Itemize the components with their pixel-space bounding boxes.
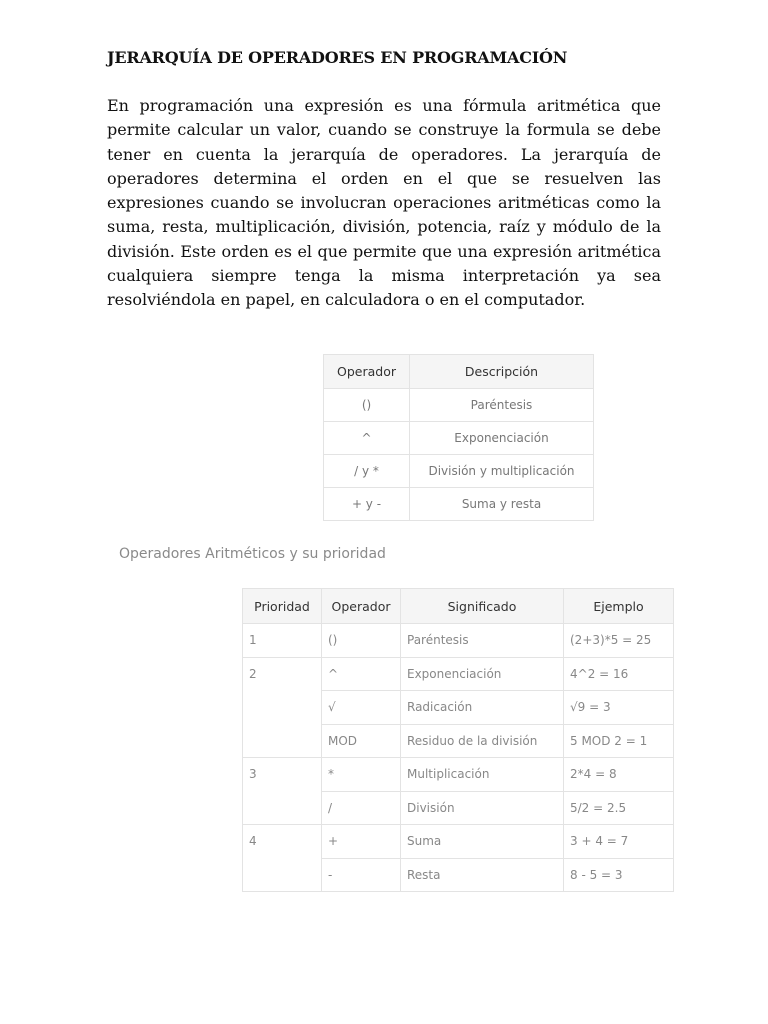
description-cell: División y multiplicación — [410, 455, 594, 488]
column-header-operador: Operador — [322, 589, 401, 624]
column-header-operador: Operador — [324, 355, 410, 389]
table-row — [324, 422, 594, 455]
column-header-significado: Significado — [401, 589, 564, 624]
example-cell: (2+3)*5 = 25 — [564, 624, 674, 658]
operator-cell: ^ — [322, 657, 401, 691]
description-cell: Exponenciación — [410, 422, 594, 455]
example-cell: 5/2 = 2.5 — [564, 791, 674, 825]
table-row — [243, 825, 674, 859]
table-caption: Operadores Aritméticos y su prioridad — [119, 546, 386, 562]
table-row — [324, 389, 594, 422]
priority-cell: 1 — [243, 624, 322, 658]
column-header-ejemplo: Ejemplo — [564, 589, 674, 624]
meaning-cell: Residuo de la división — [401, 724, 564, 758]
table-row — [243, 657, 674, 691]
operator-cell: / — [322, 791, 401, 825]
priority-cell: 4 — [243, 825, 322, 859]
intro-paragraph: En programación una expresión es una fórmula aritmética que permite calcular un valor, cuando se construye la formula se debe tener en cuenta la jerarquía de operadores. La jerarquía de operadores determina el orden en el que se resuelven las expresiones cuando se involucran operaciones aritméticas como la suma, resta, multiplicación, división, potencia, raíz y módulo de la división. Este orden es el que permite que una expresión aritmética cualquiera siempre tenga la misma interpretación ya sea resolviéndola en papel, en calculadora o en el computador. — [107, 96, 661, 310]
meaning-cell: Multiplicación — [401, 758, 564, 792]
operator-cell: ^ — [324, 422, 410, 455]
table-row — [243, 791, 674, 825]
priority-cell: 2 — [243, 657, 322, 691]
operator-cell: √ — [322, 691, 401, 725]
table-row — [243, 758, 674, 792]
meaning-cell: División — [401, 791, 564, 825]
column-header-prioridad: Prioridad — [243, 589, 322, 624]
document-title: JERARQUÍA DE OPERADORES EN PROGRAMACIÓN — [107, 48, 568, 67]
operator-description-table — [323, 354, 594, 521]
operator-cell: - — [322, 858, 401, 892]
operator-cell: + y - — [324, 488, 410, 521]
operator-cell: MOD — [322, 724, 401, 758]
table-row — [243, 858, 674, 892]
example-cell: 4^2 = 16 — [564, 657, 674, 691]
example-cell: 3 + 4 = 7 — [564, 825, 674, 859]
table-row — [243, 691, 674, 725]
meaning-cell: Resta — [401, 858, 564, 892]
table-header-row — [324, 355, 594, 389]
example-cell: 8 - 5 = 3 — [564, 858, 674, 892]
operator-cell: () — [322, 624, 401, 658]
example-cell: 2*4 = 8 — [564, 758, 674, 792]
meaning-cell: Suma — [401, 825, 564, 859]
table-row — [324, 488, 594, 521]
table-row — [243, 724, 674, 758]
priority-cell — [243, 791, 322, 825]
meaning-cell: Exponenciación — [401, 657, 564, 691]
meaning-cell: Paréntesis — [401, 624, 564, 658]
operator-priority-table — [242, 588, 674, 892]
table-row — [324, 455, 594, 488]
priority-cell — [243, 691, 322, 725]
description-cell: Suma y resta — [410, 488, 594, 521]
example-cell: 5 MOD 2 = 1 — [564, 724, 674, 758]
meaning-cell: Radicación — [401, 691, 564, 725]
operator-cell: () — [324, 389, 410, 422]
priority-cell: 3 — [243, 758, 322, 792]
priority-cell — [243, 858, 322, 892]
operator-cell: + — [322, 825, 401, 859]
operator-cell: / y * — [324, 455, 410, 488]
table-header-row — [243, 589, 674, 624]
description-cell: Paréntesis — [410, 389, 594, 422]
example-cell: √9 = 3 — [564, 691, 674, 725]
table-row — [243, 624, 674, 658]
operator-cell: * — [322, 758, 401, 792]
priority-cell — [243, 724, 322, 758]
column-header-descripcion: Descripción — [410, 355, 594, 389]
